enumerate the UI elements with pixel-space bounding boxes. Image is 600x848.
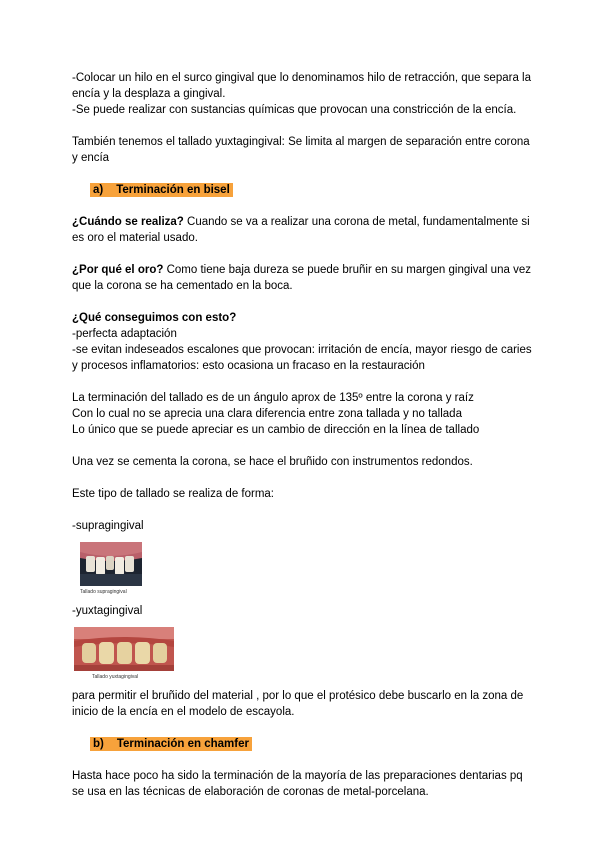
paragraph-cuando xyxy=(72,214,532,246)
document-page xyxy=(72,70,532,800)
label-yuxtagingival: -yuxtagingival xyxy=(72,605,143,617)
question-conseguimos-text: ¿Qué conseguimos con esto? xyxy=(72,312,237,324)
answer-por-que: Como tiene baja dureza se puede bruñir en su margen gingival una vez que la corona se ha cementado en la boca. xyxy=(72,264,531,292)
photo-yuxtagingival xyxy=(74,627,174,671)
figure-supragingival xyxy=(80,542,532,595)
heading-chamfer xyxy=(90,736,532,752)
paragraph-por-que xyxy=(72,262,532,294)
photo-supragingival xyxy=(80,542,142,586)
heading-bisel xyxy=(90,182,532,198)
question-conseguimos xyxy=(72,310,532,326)
question-cuando: ¿Cuándo se realiza? xyxy=(72,216,184,228)
terminacion-line-2: Con lo cual no se aprecia una clara diferencia entre zona tallada y no tallada xyxy=(72,408,462,420)
terminacion-line-1: La terminación del tallado es de un ángulo aprox de 135º entre la corona y raíz xyxy=(72,392,474,404)
question-por-que: ¿Por qué el oro? xyxy=(72,264,164,276)
paragraph-permitir: para permitir el bruñido del material , por lo que el protésico debe buscarlo en la zona de inicio de la encía en el modelo de escayola. xyxy=(72,690,524,718)
intro-yuxtagingival: También tenemos el tallado yuxtagingival: Se limita al margen de separación entre corona y encía xyxy=(72,136,530,164)
paragraph-forma: Este tipo de tallado se realiza de forma: xyxy=(72,488,275,500)
paragraph-cementa: Una vez se cementa la corona, se hace el bruñido con instrumentos redondos. xyxy=(72,456,473,468)
answer-cuando: Cuando se va a realizar una corona de metal, fundamentalmente si es oro el material usado. xyxy=(72,216,530,244)
intro-line-1: -Colocar un hilo en el surco gingival que lo denominamos hilo de retracción, que separa la encía y la desplaza a gingival. xyxy=(72,72,531,100)
heading-chamfer-number: b) xyxy=(90,737,114,751)
list-item-escalones: -se evitan indeseados escalones que provocan: irritación de encía, mayor riesgo de caries y procesos inflamatorios: esto ocasiona un fracaso en la restauración xyxy=(72,344,532,372)
paragraph-chamfer: Hasta hace poco ha sido la terminación de la mayoría de las preparaciones dentarias pq se usa en las técnicas de elaboración de coronas de metal-porcelana. xyxy=(72,770,523,798)
terminacion-line-3: Lo único que se puede apreciar es un cambio de dirección en la línea de tallado xyxy=(72,424,480,436)
figure-yuxtagingival xyxy=(74,627,532,680)
caption-yuxtagingival: Tallado yuxtagingival xyxy=(92,674,139,680)
heading-chamfer-title: Terminación en chamfer xyxy=(114,737,252,751)
list-item-adaptacion: -perfecta adaptación xyxy=(72,328,177,340)
intro-line-2: -Se puede realizar con sustancias químicas que provocan una constricción de la encía. xyxy=(72,104,517,116)
label-supragingival: -supragingival xyxy=(72,520,144,532)
heading-bisel-title: Terminación en bisel xyxy=(113,183,233,197)
caption-supragingival: Tallado supragingival xyxy=(80,589,127,595)
heading-bisel-number: a) xyxy=(90,183,113,197)
